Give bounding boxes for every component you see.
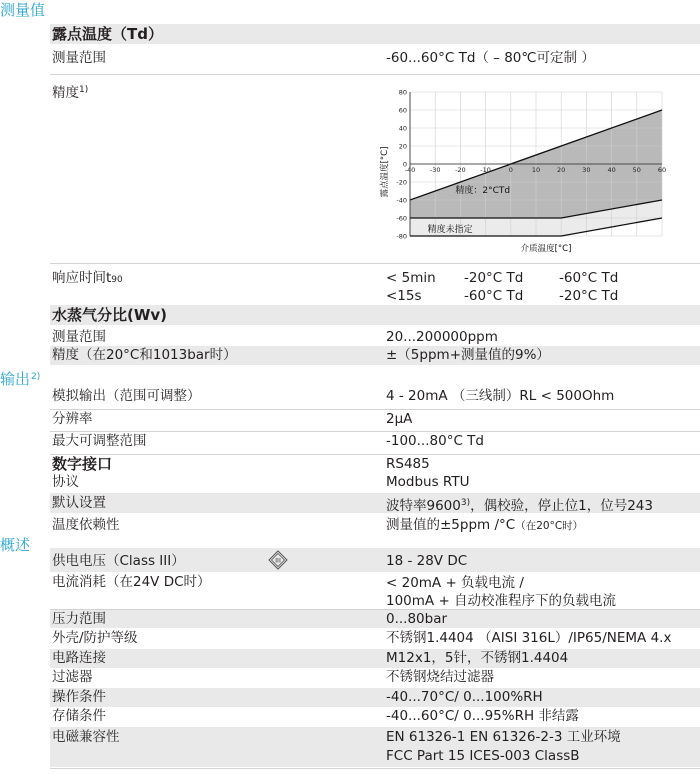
moisture-heading: 水蒸气分比(Wv) — [52, 306, 168, 324]
moisture-range-row — [50, 329, 700, 347]
protocol-label: 协议 — [52, 474, 79, 490]
pressure-label: 压力范围 — [52, 611, 106, 627]
response-time-subscript: 90 — [111, 275, 123, 285]
operating-value: -40...70°C/ 0...100%RH — [386, 689, 543, 705]
class-iii-text: III — [275, 556, 281, 565]
annotation-accuracy-2c: 精度：2°CTd — [455, 186, 511, 196]
y-tick-label: -40 — [396, 196, 407, 205]
storage-label: 存储条件 — [52, 708, 106, 724]
section-title-output — [0, 367, 40, 389]
emc-row — [50, 727, 700, 767]
housing-label: 外壳/防护等级 — [52, 630, 138, 646]
x-tick-label: 10 — [531, 166, 541, 174]
dewpoint-heading: 露点温度（Td） — [52, 25, 163, 43]
moisture-accuracy-row — [50, 346, 700, 365]
resolution-value: 2μA — [386, 411, 413, 427]
response-cell: <15s — [386, 288, 422, 304]
digital-interface-value: RS485 — [386, 456, 430, 472]
response-time-row — [50, 270, 700, 304]
moisture-range-label: 测量范围 — [52, 329, 106, 345]
section-title-text: 概述 — [0, 536, 31, 554]
x-tick-label: -40 — [404, 166, 416, 174]
x-axis-title: 介质温度[°C] — [520, 244, 572, 254]
supply-voltage-label: 供电电压（Class III） — [52, 553, 185, 569]
y-tick-label: 20 — [398, 142, 407, 151]
class-iii-diamond-icon — [268, 550, 288, 570]
x-tick-label: 50 — [632, 166, 641, 174]
dewpoint-range-value: -60...60°C Td（ – 80℃可定制 ） — [386, 50, 595, 66]
y-tick-label: 60 — [398, 106, 407, 115]
housing-row — [50, 630, 700, 648]
divider — [50, 431, 700, 432]
max-range-label: 最大可调整范围 — [52, 433, 147, 449]
x-tick-label: 20 — [557, 166, 566, 174]
x-tick-label: 40 — [607, 166, 616, 174]
section-title-overview — [0, 535, 30, 555]
default-settings-rest: ，偶校验，停止位1，位号243 — [470, 498, 653, 514]
y-tick-label: -60 — [396, 214, 407, 223]
default-settings-footnote: 3) — [460, 498, 471, 508]
temp-dependency-row — [50, 517, 700, 535]
default-settings-value — [386, 495, 653, 514]
analog-output-row — [50, 388, 700, 406]
default-settings-row — [50, 493, 700, 513]
emc-label: 电磁兼容性 — [52, 729, 120, 745]
connection-value: M12x1，5针，不锈钢1.4404 — [386, 650, 569, 666]
protocol-value: Modbus RTU — [386, 474, 470, 490]
current-consumption-value-2: 100mA + 自动校准程序下的负载电流 — [386, 593, 617, 609]
moisture-heading-row — [50, 305, 700, 325]
dewpoint-range-label: 测量范围 — [52, 50, 106, 66]
response-cell: -60°C Td — [464, 288, 524, 304]
connection-label: 电路连接 — [52, 650, 106, 666]
temp-dependency-text: 测量值的±5ppm /°C — [386, 517, 516, 533]
moisture-accuracy-label: 精度（在20°C和1013bar时） — [52, 347, 237, 363]
y-tick-label: 40 — [398, 124, 407, 133]
y-tick-label: 80 — [398, 88, 407, 97]
response-time-label — [52, 270, 123, 288]
response-cell: -60°C Td — [559, 270, 619, 286]
x-tick-label: 30 — [582, 166, 591, 174]
storage-row — [50, 708, 700, 726]
storage-value: -40...60°C/ 0...95%RH 非结露 — [386, 708, 579, 724]
emc-value-2: FCC Part 15 ICES-003 ClassB — [386, 748, 580, 764]
section-title-measurement — [0, 0, 45, 20]
max-range-value: -100...80°C Td — [386, 433, 484, 449]
dewpoint-heading-row — [50, 24, 700, 44]
resolution-label: 分辨率 — [52, 411, 93, 427]
protocol-row — [50, 474, 700, 492]
section-footnote: 2) — [31, 372, 41, 382]
default-settings-label: 默认设置 — [52, 495, 106, 511]
analog-output-value: 4 - 20mA （三线制）RL < 500Ohm — [386, 388, 615, 404]
divider — [50, 74, 700, 75]
housing-value: 不锈钢1.4404 （AISI 316L）/IP65/NEMA 4.x — [386, 630, 672, 646]
filter-label: 过滤器 — [52, 669, 93, 685]
divider — [50, 768, 700, 769]
response-cell: -20°C Td — [559, 288, 619, 304]
y-tick-label: 0 — [402, 160, 407, 169]
supply-voltage-row — [50, 548, 700, 572]
divider — [50, 263, 700, 264]
supply-voltage-value: 18 - 28V DC — [386, 553, 468, 569]
dewpoint-accuracy-footnote: 1) — [79, 85, 89, 95]
current-consumption-row — [50, 574, 700, 610]
digital-interface-row — [50, 455, 700, 473]
annotation-unspecified: 精度未指定 — [427, 224, 473, 235]
filter-row — [50, 669, 700, 687]
dewpoint-accuracy-label — [52, 82, 88, 101]
resolution-row — [50, 411, 700, 429]
pressure-row — [50, 610, 700, 628]
y-tick-label: -80 — [396, 232, 407, 241]
temp-dependency-note: （在20°C时） — [515, 520, 584, 532]
default-settings-baud: 波特率9600 — [386, 498, 461, 514]
accuracy-chart — [378, 85, 678, 257]
max-range-row — [50, 433, 700, 451]
dewpoint-range-row — [50, 50, 700, 68]
section-title-text: 测量值 — [0, 1, 46, 19]
temp-dependency-value — [386, 517, 583, 534]
digital-interface-heading: 数字接口 — [52, 455, 113, 473]
moisture-accuracy-value: ±（5ppm+测量值的9%） — [386, 347, 550, 363]
section-title-text: 输出 — [0, 370, 31, 388]
x-tick-label: -30 — [429, 166, 441, 174]
temp-dependency-label: 温度依赖性 — [52, 517, 120, 533]
x-tick-label: -20 — [455, 166, 466, 174]
y-axis-title: 露点温度[°C] — [380, 146, 390, 198]
operating-label: 操作条件 — [52, 689, 106, 705]
x-tick-label: -10 — [480, 166, 491, 174]
response-cell: < 5min — [386, 270, 436, 286]
connection-row — [50, 649, 700, 668]
pressure-value: 0...80bar — [386, 611, 448, 627]
dewpoint-accuracy-label-text: 精度 — [52, 85, 79, 101]
divider — [50, 409, 700, 410]
operating-row — [50, 688, 700, 707]
moisture-range-value: 20...200000ppm — [386, 329, 498, 345]
current-consumption-label: 电流消耗（在24V DC时） — [52, 574, 211, 590]
filter-value: 不锈钢烧结过滤器 — [386, 669, 494, 685]
emc-value-1: EN 61326-1 EN 61326-2-3 工业环境 — [386, 729, 621, 745]
analog-output-label: 模拟输出（范围可调整） — [52, 388, 201, 404]
current-consumption-value-1: < 20mA + 负载电流 / — [386, 575, 524, 591]
y-tick-label: -20 — [396, 178, 407, 187]
x-tick-label: 0 — [508, 166, 513, 174]
x-tick-label: 60 — [657, 166, 667, 174]
response-time-label-text: 响应时间t — [52, 270, 112, 286]
response-cell: -20°C Td — [464, 270, 524, 286]
